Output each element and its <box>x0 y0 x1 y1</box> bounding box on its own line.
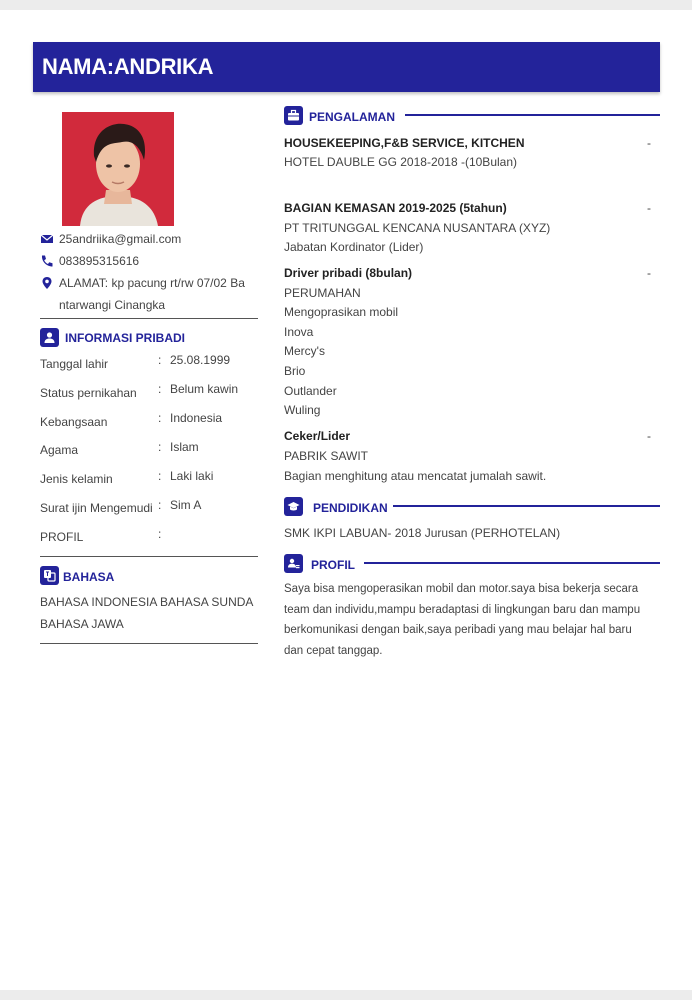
experience-line: Mercy's <box>284 344 325 358</box>
experience-dash: - <box>647 201 651 215</box>
phone-icon <box>40 254 54 268</box>
info-label: Surat ijin Mengemudi <box>40 501 153 515</box>
experience-line: PT TRITUNGGAL KENCANA NUSANTARA (XYZ) <box>284 221 551 235</box>
profile-photo <box>62 112 174 226</box>
info-value: Laki laki <box>170 469 214 483</box>
profil-text: Saya bisa mengoperasikan mobil dan motor.saya bisa bekerja secara team dan individu,mampu beradaptasi di lingkungan baru dan mampu berkomunikasi dengan baik,saya peribadi yang mau belajar hal baru dan cepat tanggap. <box>284 583 641 657</box>
divider <box>40 643 258 644</box>
section-rule <box>364 562 660 564</box>
experience-title: Ceker/Lider <box>284 429 351 443</box>
info-value: 25.08.1999 <box>170 353 231 367</box>
info-colon: : <box>158 527 162 541</box>
experience-line: Jabatan Kordinator (Lider) <box>284 240 424 254</box>
info-value: Belum kawin <box>170 382 239 396</box>
info-colon: : <box>158 411 162 425</box>
section-title-pendidikan: PENDIDIKAN <box>313 501 388 515</box>
info-colon: : <box>158 353 162 367</box>
info-colon: : <box>158 498 162 512</box>
divider <box>40 556 258 557</box>
experience-line: Wuling <box>284 403 321 417</box>
experience-title: HOUSEKEEPING,F&B SERVICE, KITCHEN <box>284 136 525 150</box>
section-title-profil: PROFIL <box>311 558 355 572</box>
address-line-1: ALAMAT: kp pacung rt/rw 07/02 Ba <box>59 276 245 290</box>
divider <box>40 318 258 319</box>
info-colon: : <box>158 382 162 396</box>
address-line-2: ntarwangi Cinangka <box>59 298 166 312</box>
map-pin-icon <box>40 276 54 290</box>
experience-line: Outlander <box>284 384 337 398</box>
graduation-cap-icon <box>284 497 303 516</box>
id-card-icon <box>284 554 303 573</box>
experience-dash: - <box>647 136 651 150</box>
info-colon: : <box>158 440 162 454</box>
info-label: Kebangsaan <box>40 415 108 429</box>
info-value: Sim A <box>170 498 202 512</box>
section-title-pengalaman: PENGALAMAN <box>309 110 395 124</box>
section-rule <box>393 505 660 507</box>
info-value: Indonesia <box>170 411 223 425</box>
info-label: Tanggal lahir <box>40 357 109 371</box>
experience-line: Mengoprasikan mobil <box>284 305 399 319</box>
email-text: 25andriika@gmail.com <box>59 232 182 246</box>
resume-page <box>0 10 692 990</box>
person-icon <box>40 328 59 347</box>
experience-line: HOTEL DAUBLE GG 2018-2018 -(10Bulan) <box>284 155 517 169</box>
header-banner <box>33 42 660 92</box>
briefcase-icon <box>284 106 303 125</box>
section-title-bahasa: BAHASA <box>63 570 115 584</box>
experience-dash: - <box>647 266 651 280</box>
page-title: NAMA:ANDRIKA <box>42 54 214 79</box>
info-label: Agama <box>40 443 79 457</box>
envelope-icon <box>40 232 54 246</box>
experience-line: Bagian menghitung atau mencatat jumalah sawit. <box>284 469 547 483</box>
experience-title: BAGIAN KEMASAN 2019-2025 (5tahun) <box>284 201 507 215</box>
experience-line: Brio <box>284 364 306 378</box>
phone-text: 083895315616 <box>59 254 140 268</box>
experience-line: PABRIK SAWIT <box>284 449 369 463</box>
experience-line: PERUMAHAN <box>284 286 361 300</box>
section-title-informasi: INFORMASI PRIBADI <box>65 331 185 345</box>
info-label: Status pernikahan <box>40 386 137 400</box>
experience-line: Inova <box>284 325 314 339</box>
pendidikan-text: SMK IKPI LABUAN- 2018 Jurusan (PERHOTELAN) <box>284 526 561 540</box>
bahasa-text: BAHASA INDONESIA BAHASA SUNDA BAHASA JAWA <box>40 595 253 631</box>
experience-title: Driver pribadi (8bulan) <box>284 266 413 280</box>
translate-icon <box>40 566 59 585</box>
section-rule <box>405 114 660 116</box>
bottom-edge <box>0 990 692 1000</box>
info-colon: : <box>158 469 162 483</box>
info-label: Jenis kelamin <box>40 472 113 486</box>
info-label: PROFIL <box>40 530 84 544</box>
experience-dash: - <box>647 429 651 443</box>
info-value: Islam <box>170 440 199 454</box>
